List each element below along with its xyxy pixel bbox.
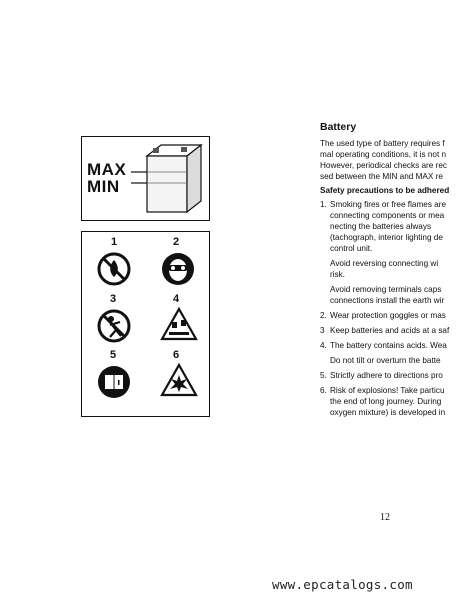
list-item [320,310,469,321]
item-line: connecting components or mea [330,211,445,220]
section-heading: Battery [320,122,357,133]
list-item [320,370,469,381]
item-line: necting the batteries always [330,222,432,231]
symbol-number-4: 4 [173,293,180,305]
intro-line: mal operating conditions, it is not n [320,150,447,159]
keep-children-away-icon [96,308,132,344]
watermark: www.epcatalogs.com [272,577,413,592]
list-item [320,258,469,280]
intro-line: The used type of battery requires f [320,139,445,148]
item-line: the end of long journey. During [330,397,442,406]
item-number: 4. [320,341,327,350]
list-item [320,385,469,418]
item-line: (tachograph, interior lighting de [330,233,443,242]
no-flame-icon [96,251,132,287]
item-line: risk. [330,270,346,279]
intro-line: sed between the MIN and MAX re [320,172,443,181]
item-number: 1. [320,200,327,209]
symbol-number-3: 3 [110,293,117,305]
item-line: Avoid removing terminals caps [330,285,442,294]
item-line: Strictly adhere to directions pro [330,371,443,380]
list-item [320,325,469,336]
item-line: Do not tilt or overturn the batte [330,356,441,365]
item-line: connections install the earth wir [330,296,445,305]
item-line: Smoking fires or free flames are [330,200,447,209]
item-line: oxygen mixture) is developed in [330,408,446,417]
list-item [320,340,469,351]
item-line: Risk of explosions! Take particu [330,386,445,395]
read-instructions-icon [96,364,132,400]
explosion-warning-icon [160,362,198,398]
item-line: Avoid reversing connecting wi [330,259,439,268]
symbol-number-1: 1 [111,236,118,248]
max-label: MAX [87,160,127,179]
min-label: MIN [87,177,120,196]
acid-warning-icon [160,306,198,342]
intro-line: However, periodical checks are rec [320,161,447,170]
safety-symbols-panel [81,231,210,417]
page-number: 12 [380,512,390,523]
item-line: The battery contains acids. Wea [330,341,447,350]
item-number: 3 [320,326,325,335]
list-item [320,284,469,306]
item-line: control unit. [330,244,373,253]
battery-figure [81,136,210,221]
battery-illustration [81,136,210,221]
battery-section [320,122,469,452]
eye-protection-icon [160,251,196,287]
item-number: 6. [320,386,327,395]
symbol-number-6: 6 [173,349,180,361]
symbol-number-5: 5 [110,349,117,361]
symbol-number-2: 2 [173,236,180,248]
safety-heading: Safety precautions to be adhered [320,186,450,195]
item-line: Wear protection goggles or mas [330,311,446,320]
item-line: Keep batteries and acids at a saf [330,326,450,335]
item-number: 5. [320,371,327,380]
list-item [320,355,469,366]
list-item [320,199,469,254]
item-number: 2. [320,311,327,320]
